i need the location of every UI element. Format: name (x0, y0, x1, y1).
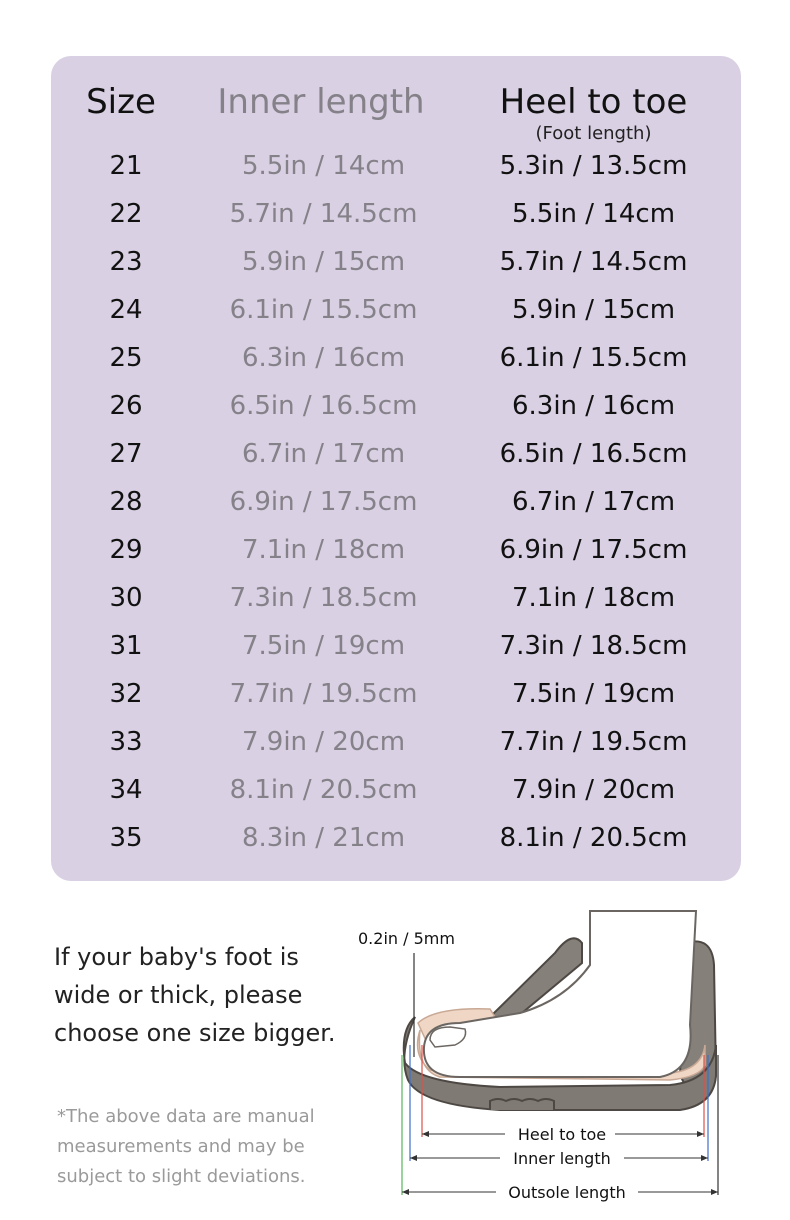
inner-length-cell: 5.5in / 14cm (241, 151, 406, 181)
heel-to-toe-arrow-right-icon (697, 1131, 704, 1137)
heel-to-toe-cell: 7.3in / 18.5cm (499, 631, 688, 661)
disclaimer-line: subject to slight deviations. (57, 1166, 306, 1187)
heel-to-toe-cell: 5.3in / 13.5cm (499, 151, 688, 181)
outsole-arrow-right-icon (711, 1189, 718, 1195)
disclaimer-line: measurements and may be (57, 1136, 305, 1157)
size-cell: 25 (109, 343, 143, 373)
table-row (51, 774, 741, 822)
inner-length-arrow-left-icon (410, 1155, 417, 1161)
outsole-arrow-left-icon (402, 1189, 409, 1195)
size-cell: 24 (109, 295, 143, 325)
inner-length-cell: 5.9in / 15cm (241, 247, 406, 277)
header-inner-length: Inner length (217, 82, 425, 122)
size-chart-card (51, 56, 741, 881)
advice-line: wide or thick, please (54, 981, 303, 1009)
heel-to-toe-cell: 5.9in / 15cm (511, 295, 676, 325)
heel-to-toe-cell: 6.3in / 16cm (511, 391, 676, 421)
inner-length-cell: 8.3in / 21cm (241, 823, 406, 853)
header-heel-to-toe: Heel to toe (499, 82, 688, 122)
foot-icon (424, 911, 696, 1077)
heel-to-toe-cell: 8.1in / 20.5cm (499, 823, 688, 853)
table-row (51, 534, 741, 582)
heel-to-toe-label: Heel to toe (517, 1125, 607, 1144)
inner-length-label: Inner length (513, 1149, 611, 1168)
disclaimer (57, 1102, 357, 1192)
sole-grip-icon (490, 1099, 554, 1110)
heel-to-toe-cell: 5.5in / 14cm (511, 199, 676, 229)
size-cell: 35 (109, 823, 143, 853)
table-row (51, 390, 741, 438)
size-cell: 30 (109, 583, 143, 613)
heel-to-toe-cell: 7.1in / 18cm (511, 583, 676, 613)
heel-to-toe-cell: 7.5in / 19cm (511, 679, 676, 709)
size-cell: 31 (109, 631, 143, 661)
inner-length-arrow-right-icon (701, 1155, 708, 1161)
size-cell: 32 (109, 679, 143, 709)
inner-length-cell: 7.9in / 20cm (241, 727, 406, 757)
inner-length-cell: 7.3in / 18.5cm (229, 583, 418, 613)
heel-to-toe-cell: 5.7in / 14.5cm (499, 247, 688, 277)
outsole-length-label: Outsole length (508, 1183, 626, 1202)
shoe-measurement-diagram (350, 905, 730, 1210)
table-row (51, 678, 741, 726)
gap-label: 0.2in / 5mm (358, 929, 455, 948)
table-row (51, 198, 741, 246)
advice-line: If your baby's foot is (54, 943, 299, 971)
table-row (51, 342, 741, 390)
inner-length-cell: 8.1in / 20.5cm (229, 775, 418, 805)
fit-advice (54, 938, 374, 1052)
table-row (51, 246, 741, 294)
table-row (51, 150, 741, 198)
size-cell: 21 (109, 151, 143, 181)
inner-length-cell: 6.9in / 17.5cm (229, 487, 418, 517)
size-cell: 29 (109, 535, 143, 565)
heel-to-toe-cell: 6.9in / 17.5cm (499, 535, 688, 565)
inner-length-cell: 6.1in / 15.5cm (229, 295, 418, 325)
size-cell: 27 (109, 439, 143, 469)
table-row (51, 294, 741, 342)
size-cell: 28 (109, 487, 143, 517)
size-cell: 33 (109, 727, 143, 757)
size-cell: 26 (109, 391, 143, 421)
size-cell: 22 (109, 199, 143, 229)
table-row (51, 726, 741, 774)
heel-to-toe-cell: 7.7in / 19.5cm (499, 727, 688, 757)
table-row (51, 438, 741, 486)
heel-to-toe-cell: 6.5in / 16.5cm (499, 439, 688, 469)
size-cell: 23 (109, 247, 143, 277)
table-row (51, 582, 741, 630)
inner-length-cell: 6.7in / 17cm (241, 439, 406, 469)
inner-length-cell: 7.7in / 19.5cm (229, 679, 418, 709)
heel-to-toe-cell: 7.9in / 20cm (511, 775, 676, 805)
table-row (51, 822, 741, 870)
size-cell: 34 (109, 775, 143, 805)
heel-to-toe-cell: 6.7in / 17cm (511, 487, 676, 517)
heel-to-toe-cell: 6.1in / 15.5cm (499, 343, 688, 373)
heel-to-toe-arrow-left-icon (422, 1131, 429, 1137)
header-size: Size (86, 82, 156, 122)
disclaimer-line: *The above data are manual (57, 1106, 315, 1127)
inner-length-cell: 5.7in / 14.5cm (229, 199, 418, 229)
inner-length-cell: 7.5in / 19cm (241, 631, 406, 661)
inner-length-cell: 6.3in / 16cm (241, 343, 406, 373)
advice-line: choose one size bigger. (54, 1019, 336, 1047)
table-row (51, 486, 741, 534)
header-foot-length-note: (Foot length) (535, 123, 652, 144)
inner-length-cell: 6.5in / 16.5cm (229, 391, 418, 421)
table-row (51, 630, 741, 678)
inner-length-cell: 7.1in / 18cm (241, 535, 406, 565)
